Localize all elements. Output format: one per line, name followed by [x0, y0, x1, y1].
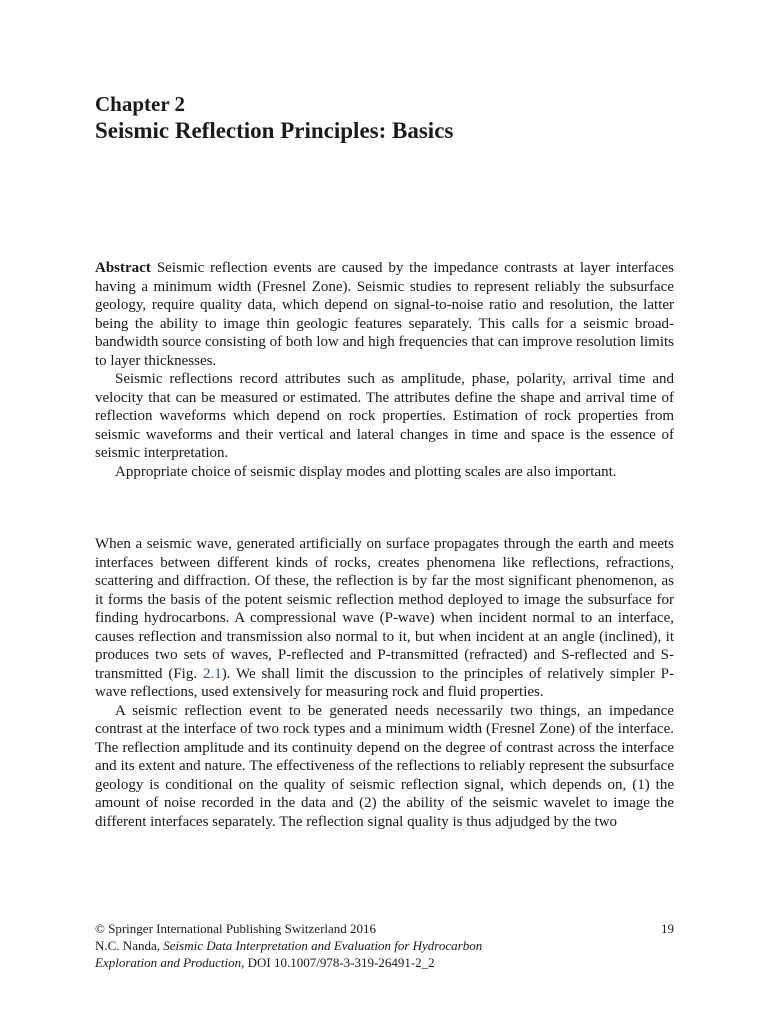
abstract-heading: Abstract — [95, 260, 151, 276]
chapter-title: Seismic Reflection Principles: Basics — [95, 118, 454, 143]
body-paragraph-2: A seismic reflection event to be generated needs necessarily two things, an impedance contrast at the interface of two rock types and a minimum width (Fresnel Zone) of the interface. The reflection amplitude and its continuity depend on the degree of contrast across the interface and its extent and nature. The effectiveness of the reflections to reliably represent the subsurface geology is conditional on the quality of seismic reflection signal, which depends on, (1) the amount of noise recorded in the data and (2) the ability of the seismic wavelet to image the different interfaces separately. The reflection signal quality is thus adjudged by the two — [95, 702, 674, 830]
copyright-notice: © Springer International Publishing Switzerland 2016 — [95, 921, 377, 936]
citation-line-1 — [95, 937, 674, 954]
abstract-paragraph-3: Appropriate choice of seismic display modes and plotting scales are also important. — [115, 463, 617, 480]
citation-doi: , DOI 10.1007/978-3-319-26491-2_2 — [241, 955, 435, 970]
page-footer — [95, 920, 674, 971]
citation-author: N.C. Nanda, — [95, 938, 164, 953]
body-text — [95, 535, 674, 831]
citation-book-title-1: Seismic Data Interpretation and Evaluation for Hydrocarbon — [163, 938, 483, 953]
body-text-part-2: ). We shall limit the discussion to the principles of relatively simpler P-wave reflections, used extensively for measuring rock and fluid properties. — [95, 665, 674, 700]
citation-book-title-2: Exploration and Production — [95, 955, 242, 970]
abstract-paragraph-2: Seismic reflections record attributes such as amplitude, phase, polarity, arrival time and velocity that can be measured or estimated. The attributes define the shape and arrival time of reflection waveforms which depend on rock properties. Estimation of rock properties from seismic waveforms and their vertical and lateral changes in time and space is the essence of seismic interpretation. — [95, 371, 674, 461]
page-number: 19 — [661, 921, 674, 936]
document-page — [95, 0, 674, 1024]
footer-row — [95, 920, 674, 937]
body-text-part-1: When a seismic wave, generated artificially on surface propagates through the earth and meets interfaces between different kinds of rocks, creates phenomena like reflections, refractions, scattering and diffraction. Of these, the reflection is by far the most significant phenomenon, as it forms the basis of the potent seismic reflection method deployed to image the subsurface for finding hydrocarbons. A compressional wave (P-wave) when incident normal to an interface, causes reflection and transmission also normal to it, but when incident at an angle (inclined), it produces two sets of waves, P-reflected and P-transmitted (refracted) and S-reflected and S-transmitted (Fig. — [95, 536, 674, 682]
abstract-paragraph-1 — [95, 259, 674, 370]
body-paragraph-1 — [95, 535, 674, 702]
figure-reference-link[interactable]: 2.1 — [202, 665, 222, 682]
abstract-section — [95, 259, 674, 481]
abstract-text-1: Seismic reflection events are caused by the impedance contrasts at layer interfaces having a minimum width (Fresnel Zone). Seismic studies to represent reliably the subsurface geology, require quality data, which depend on signal-to-noise ratio and resolution, the latter being the ability to image thin geologic features separately. This calls for a seismic broad-bandwidth source consisting of both low and high frequencies that can improve resolution limits to layer thicknesses. — [95, 260, 674, 369]
citation-line-2 — [95, 954, 674, 971]
chapter-number: Chapter 2 — [95, 92, 186, 116]
